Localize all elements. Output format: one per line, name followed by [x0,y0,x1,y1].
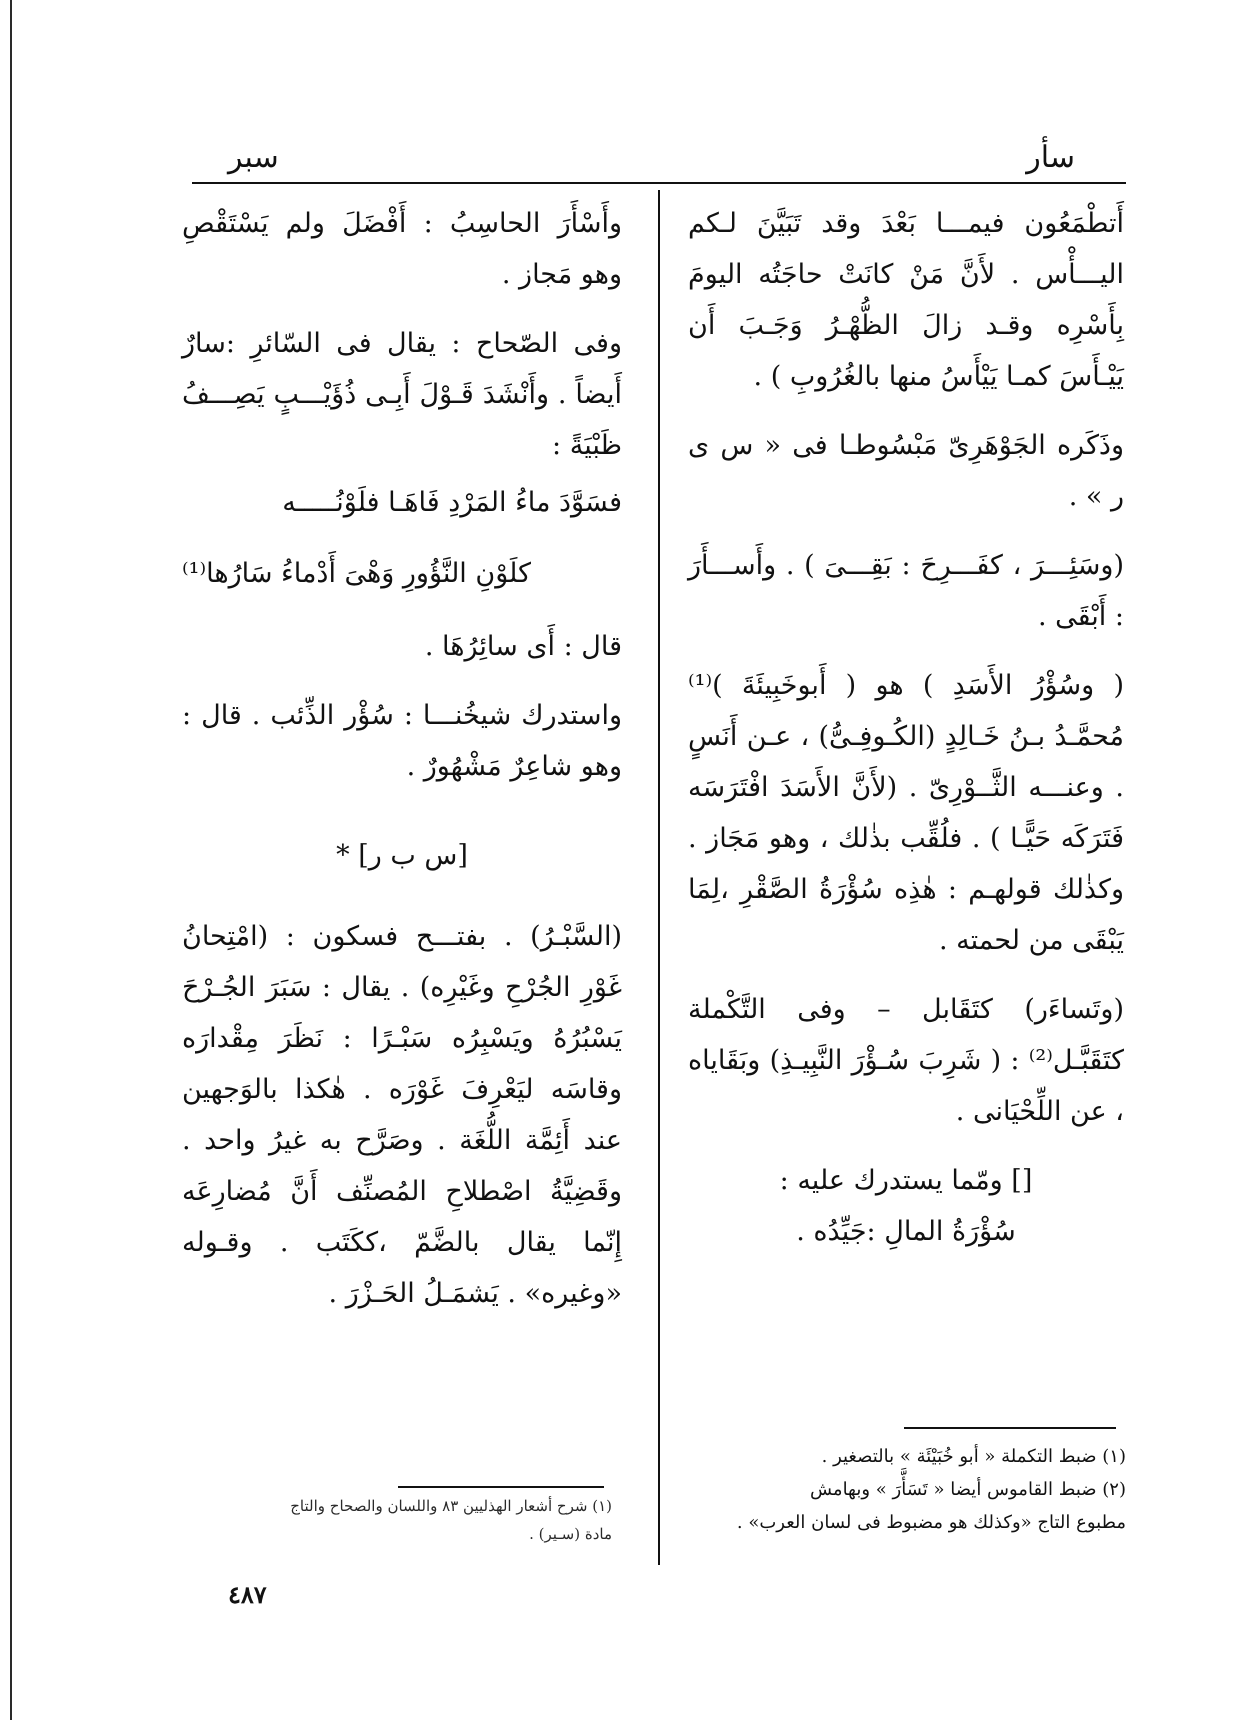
entry-heading: [س ب ر] * [336,840,468,871]
paragraph: وأَسْأَرَ الحاسِبُ : أَفْضَلَ ولم يَسْتَقْصِ وهو مَجاز . [182,208,622,290]
paragraph: (السَّبْـرُ) . بفتـــح فسكون : (امْتِحانُ غَوْرِ الجُرْحِ وغَيْرِه) . يقال : سَبَرَ الجُـرْحَ يَسْبُرُهُ ويَسْبِرُه سَبْـرًا : نَظَرَ مِقْدارَه وقاسَه ليَعْرِفَ غَوْرَه . هٰكذا بالوَجهين عند أَئِمَّة اللُّغَة . وصَرَّح به غيرُ واحد . وقَضِيَّةُ اصْطلاحِ المُصنِّف أَنَّ مُضارِعَه إِنّما يقال بالضَّمّ ،ككَتَب . وقـوله «وغيره» . يَشمَـلُ الحَـزْرَ . [182,921,622,1309]
paragraph: وذَكَره الجَوْهَرِىّ مَبْسُوطـا فى « س ى ر » . [688,430,1124,512]
paragraph: (وسَئِـــرَ ، كفَـــرِحَ : بَقِـــىَ ) . وأَســـأَرَ : أَبْقَى . [688,550,1124,632]
right-column [688,198,1124,1257]
column-divider [658,190,660,1565]
footnote-rule-left [398,1486,604,1488]
paragraph: واستدرك شيخُنـــا : سُؤْر الذِّئب . قال : وهو شاعِرٌ مَشْهُورٌ . [182,700,622,782]
running-head-right: سأر [1026,140,1075,175]
running-head-left: سبر [228,140,279,175]
addendum-intro: [] ومّما يستدرك عليه : [779,1165,1033,1196]
verse-first-hemistich: فسَوَّدَ ماءُ المَرْدِ فَاهَـا فلَوْنُـــــه [282,487,622,518]
header-rule [192,182,1126,184]
paragraph: قال : أَى سائِرُهَا . [424,631,622,662]
paragraph: أَتطْمَعُون فيمـــا بَعْدَ وقد تَبَيَّنَ لـكم اليـــأْس . لأَنَّ مَنْ كانَتْ حاجَتُه اليومَ بِأَسْرِه وقـد زالَ الظُّهْـرُ وَجَـبَ أَن يَيْـأَسَ كمـا يَيْأَسُ منها بالغُرُوبِ ) . [688,208,1124,392]
footnote-line: (١) ضبط التكملة « أبو خُبَيْئَة » بالتصغير . [821,1446,1126,1467]
footnote-line: مطبوع التاج «وكذلك هو مضبوط فى لسان العرب» . [736,1512,1126,1533]
footnote-line: مادة (سـير) . [529,1525,612,1543]
page-number: ٤٨٧ [228,1580,267,1609]
paragraph: وفى الصّحاح : يقال فى السّائرِ :سارٌ أَيضاً . وأَنْشَدَ قَـوْلَ أَبِـى ذُؤَيْـــبٍ يَصِـــفُ ظَبْيَةً : [182,328,622,461]
left-column [182,198,622,1337]
footnotes-right [680,1440,1126,1539]
footnote-rule-right [904,1427,1116,1429]
footnote-line: (١) شرح أشعار الهذليين ٨٣ واللسان والصحاح والتاج [290,1497,612,1515]
footnote-line: (٢) ضبط القاموس أيضا « تَسَأَّرَ » وبهامش [809,1479,1126,1500]
addendum-item: سُؤْرَةُ المالِ :جَيِّدُه . [796,1216,1016,1247]
paragraph: ( وسُؤْرُ الأَسَدِ ) هو ( أَبوخَبِيئَةَ )⁽¹⁾ مُحمَّـدُ بـنُ خَـالِدٍ (الكُـوفِـىُّ) ، عـن أَنَسٍ . وعنـــه الثَّــوْرِىّ . (لأَنَّ الأَسَدَ افْتَرَسَه فَتَرَكَه حَيًّـا ) . فلُقِّب بذٰلك ، وهو مَجَاز . وكذٰلك قولهـم : هٰذِه سُؤْرَةُ الصَّقْرِ ،لِمَا يَبْقَى من لحمته . [688,670,1124,956]
scan-border-line [10,0,12,1720]
footnotes-left [182,1492,612,1548]
verse-second-hemistich: كلَوْنِ النَّؤُورِ وَهْىَ أَدْماءُ سَارُها⁽¹⁾ [182,558,531,589]
paragraph: (وتَساءَر) كتَقَابل – وفى التَّكْملة كتَقَبَّـل⁽²⁾ : ( شَرِبَ سُـؤْرَ النَّبِيـذِ) وبَقَاياه ، عن اللِّحْيَانى . [688,994,1124,1127]
